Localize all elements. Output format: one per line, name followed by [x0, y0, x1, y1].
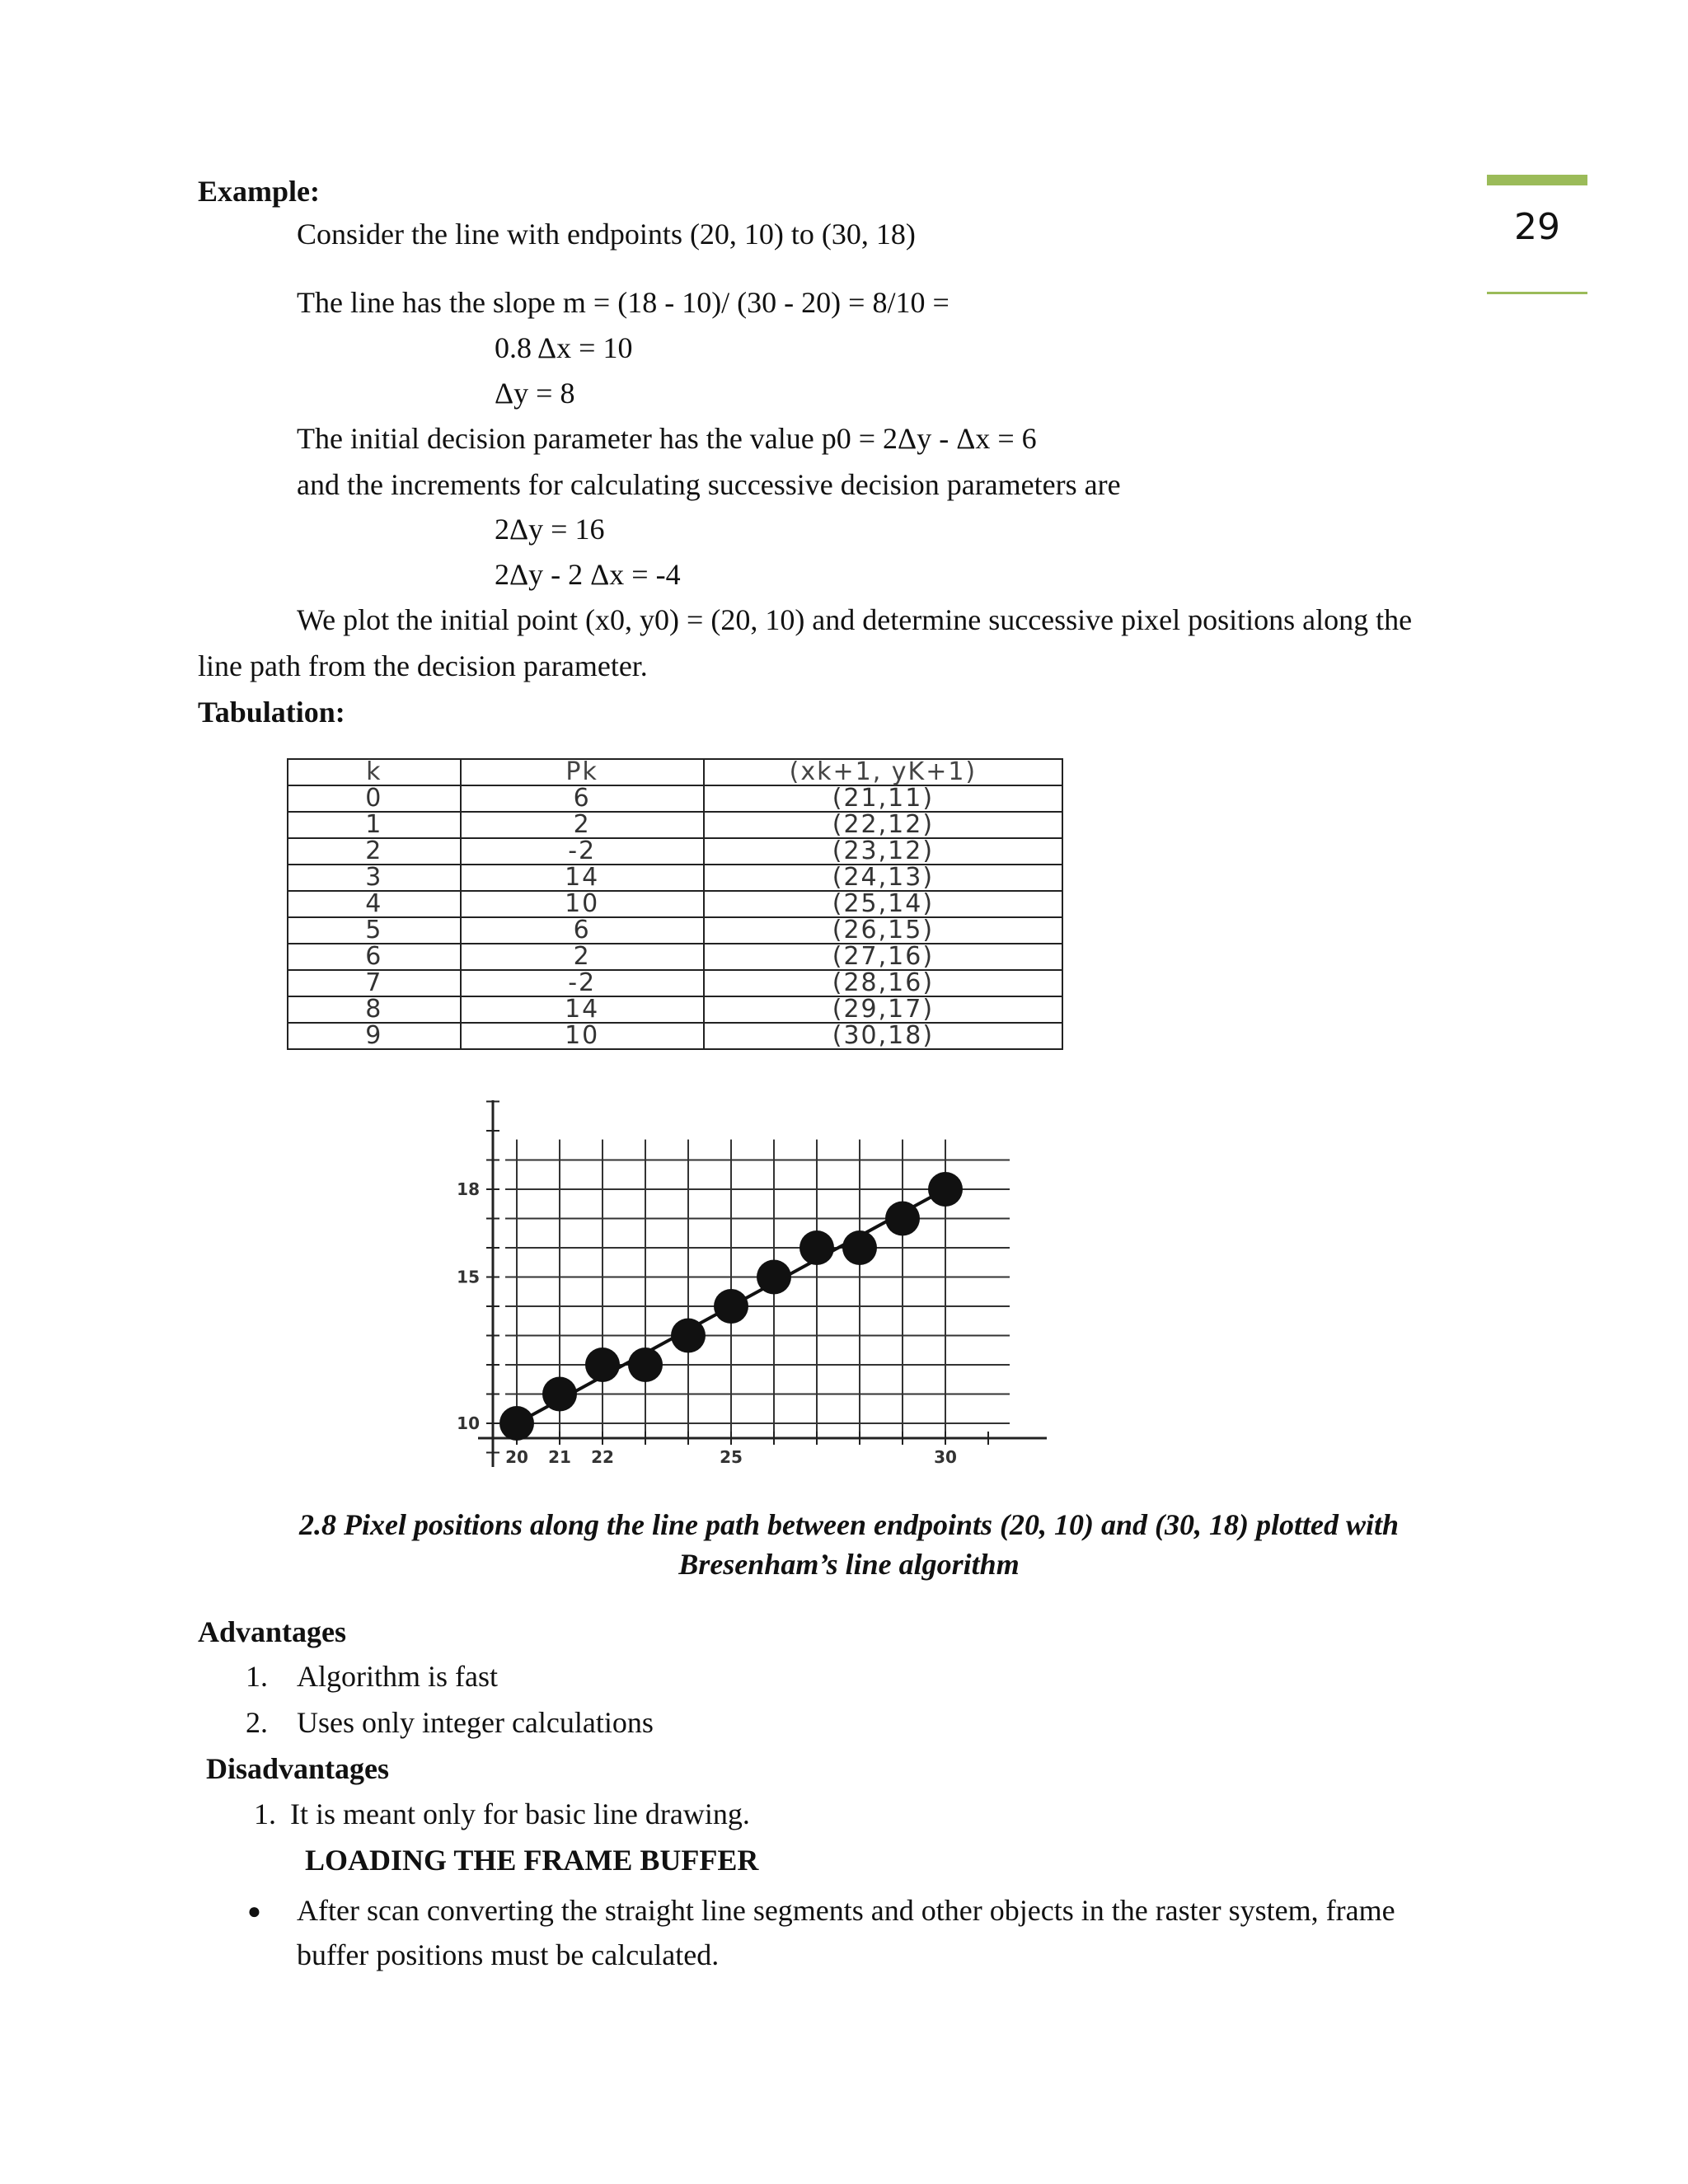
cell-pk: 10 [461, 1023, 704, 1049]
table-row [288, 785, 1062, 812]
example-heading: Example: [198, 175, 320, 208]
initial-parameter-text: The initial decision parameter has the value p0 = 2Δy - Δx = 6 [297, 422, 1037, 455]
advantage-marker-1: 1. [246, 1660, 268, 1693]
table-row [288, 917, 1062, 944]
table-row [288, 996, 1062, 1023]
cell-pk: 14 [461, 996, 704, 1023]
y-tick-label: 10 [457, 1413, 480, 1433]
cell-k: 3 [288, 865, 461, 891]
disadvantage-marker-1: 1. [254, 1797, 276, 1830]
advantage-item-2: Uses only integer calculations [297, 1706, 654, 1739]
table-row [288, 944, 1062, 970]
tabulation-heading: Tabulation: [198, 696, 345, 729]
plotted-pixel-point [842, 1230, 877, 1265]
table-row [288, 865, 1062, 891]
x-tick-label: 22 [591, 1447, 614, 1467]
advantage-marker-2: 2. [246, 1706, 268, 1739]
figure-caption-line1: 2.8 Pixel positions along the line path between endpoints (20, 10) and (30, 18) plotted with [298, 1508, 1400, 1541]
cell-coords: (25,14) [704, 891, 1062, 917]
plot-text-line1: We plot the initial point (x0, y0) = (20, 10) and determine successive pixel positions along the [297, 603, 1413, 636]
frame-buffer-text-line1: After scan converting the straight line segments and other objects in the raster system, frame [297, 1894, 1395, 1927]
plot-text-line2: line path from the decision parameter. [198, 649, 648, 682]
table-header-k: k [288, 759, 461, 785]
cell-pk: 6 [461, 785, 704, 812]
cell-pk: 6 [461, 917, 704, 944]
plotted-pixel-point [714, 1289, 748, 1324]
frame-buffer-text-line2: buffer positions must be calculated. [297, 1938, 720, 1971]
cell-k: 7 [288, 970, 461, 996]
table-row [288, 1023, 1062, 1049]
cell-coords: (24,13) [704, 865, 1062, 891]
cell-k: 8 [288, 996, 461, 1023]
increment-1: 2Δy = 16 [495, 513, 605, 546]
page-number-rule [1487, 292, 1587, 294]
frame-buffer-heading: LOADING THE FRAME BUFFER [305, 1844, 759, 1877]
table-row [288, 838, 1062, 865]
table-row [288, 970, 1062, 996]
x-tick-label: 25 [720, 1447, 743, 1467]
cell-coords: (23,12) [704, 838, 1062, 865]
cell-pk: 2 [461, 944, 704, 970]
bullet-marker: ● [247, 1899, 261, 1924]
cell-k: 0 [288, 785, 461, 812]
cell-k: 1 [288, 812, 461, 838]
plotted-pixel-point [757, 1260, 791, 1295]
table-header-row [288, 759, 1062, 785]
cell-pk: 10 [461, 891, 704, 917]
example-intro: Consider the line with endpoints (20, 10) to (30, 18) [297, 218, 916, 251]
cell-k: 5 [288, 917, 461, 944]
cell-coords: (29,17) [704, 996, 1062, 1023]
plotted-pixel-point [671, 1319, 706, 1353]
disadvantage-item-1: It is meant only for basic line drawing. [290, 1797, 750, 1830]
plotted-pixel-point [885, 1202, 920, 1236]
advantage-item-1: Algorithm is fast [297, 1660, 498, 1693]
cell-pk: -2 [461, 970, 704, 996]
table-header-pk: Pk [461, 759, 704, 785]
x-tick-label: 20 [505, 1447, 528, 1467]
x-tick-label: 30 [934, 1447, 957, 1467]
pixel-positions-chart [429, 1096, 1055, 1492]
y-tick-label: 15 [457, 1267, 480, 1287]
y-tick-label: 18 [457, 1179, 480, 1199]
cell-coords: (26,15) [704, 917, 1062, 944]
plotted-pixel-point [542, 1377, 577, 1412]
plotted-pixel-point [799, 1230, 834, 1265]
table-row [288, 812, 1062, 838]
cell-k: 6 [288, 944, 461, 970]
page-number-bar [1487, 175, 1587, 185]
cell-coords: (27,16) [704, 944, 1062, 970]
x-tick-label: 21 [548, 1447, 571, 1467]
cell-k: 9 [288, 1023, 461, 1049]
disadvantages-heading: Disadvantages [206, 1752, 390, 1785]
cell-coords: (28,16) [704, 970, 1062, 996]
cell-coords: (22,12) [704, 812, 1062, 838]
slope-text: The line has the slope m = (18 - 10)/ (30 - 20) = 8/10 = [297, 286, 950, 319]
tabulation-table [287, 758, 1063, 1050]
delta-x-text: 0.8 Δx = 10 [495, 331, 633, 364]
increment-2: 2Δy - 2 Δx = -4 [495, 558, 681, 591]
table-header-coords: (xk+1, yK+1) [704, 759, 1062, 785]
cell-pk: 14 [461, 865, 704, 891]
cell-coords: (30,18) [704, 1023, 1062, 1049]
cell-k: 2 [288, 838, 461, 865]
table-row [288, 891, 1062, 917]
cell-pk: 2 [461, 812, 704, 838]
plotted-pixel-point [928, 1172, 963, 1207]
figure-caption-line2: Bresenham’s line algorithm [678, 1548, 1020, 1581]
cell-k: 4 [288, 891, 461, 917]
increments-text: and the increments for calculating successive decision parameters are [297, 468, 1121, 501]
delta-y-text: Δy = 8 [495, 377, 575, 410]
plotted-pixel-point [499, 1406, 534, 1441]
plotted-pixel-point [628, 1347, 663, 1382]
page-number: 29 [1514, 206, 1560, 248]
cell-coords: (21,11) [704, 785, 1062, 812]
cell-pk: -2 [461, 838, 704, 865]
advantages-heading: Advantages [198, 1615, 347, 1648]
plotted-pixel-point [585, 1347, 620, 1382]
